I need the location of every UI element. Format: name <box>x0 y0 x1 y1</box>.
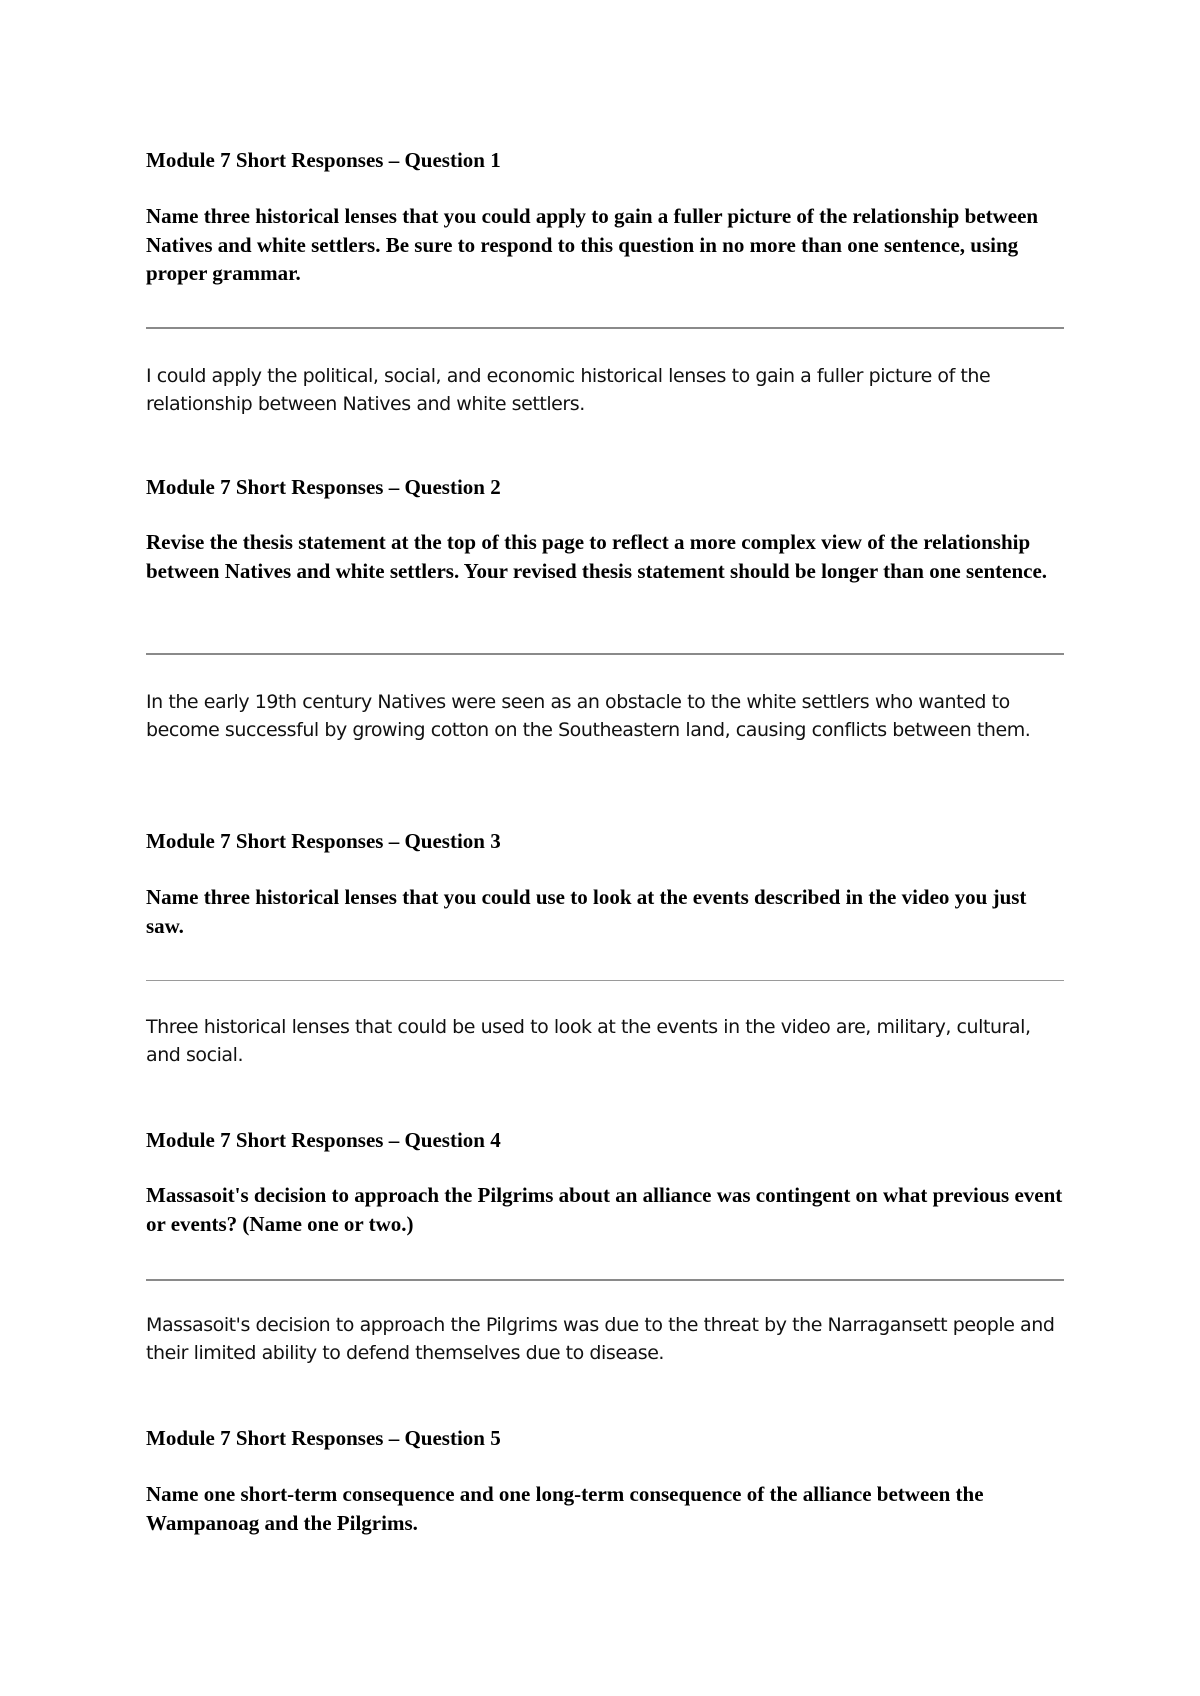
question-4-prompt: Massasoit's decision to approach the Pilgrims about an alliance was contingent on what previous event or events? (Name one or two.) <box>146 1183 1063 1236</box>
question-1-answer: I could apply the political, social, and economic historical lenses to gain a fuller picture of the relationship between Natives and white settlers. <box>146 365 991 415</box>
question-2-heading: Module 7 Short Responses – Question 2 <box>146 475 501 499</box>
question-4-answer: Massasoit's decision to approach the Pilgrims was due to the threat by the Narragansett people and their limited ability to defend themselves due to disease. <box>146 1314 1055 1364</box>
question-2-answer: In the early 19th century Natives were seen as an obstacle to the white settlers who wanted to become successful by growing cotton on the Southeastern land, causing conflicts between them. <box>146 691 1031 741</box>
answer-divider <box>146 653 1064 655</box>
question-1-heading: Module 7 Short Responses – Question 1 <box>146 148 501 172</box>
question-1-prompt: Name three historical lenses that you could apply to gain a fuller picture of the relationship between Natives and white settlers. Be sure to respond to this question in no more than one sentence, using proper grammar. <box>146 204 1039 285</box>
answer-divider <box>146 1279 1064 1281</box>
question-3-answer: Three historical lenses that could be used to look at the events in the video are, military, cultural, and social. <box>146 1016 1031 1066</box>
answer-divider <box>146 980 1064 981</box>
question-2-prompt: Revise the thesis statement at the top of this page to reflect a more complex view of the relationship between Natives and white settlers. Your revised thesis statement should be longer than one sentence. <box>146 530 1048 583</box>
answer-divider <box>146 327 1064 329</box>
question-3-prompt: Name three historical lenses that you could use to look at the events described in the video you just saw. <box>146 885 1027 938</box>
question-5-heading: Module 7 Short Responses – Question 5 <box>146 1426 501 1450</box>
question-3-heading: Module 7 Short Responses – Question 3 <box>146 829 501 853</box>
question-4-heading: Module 7 Short Responses – Question 4 <box>146 1128 501 1152</box>
question-5-prompt: Name one short-term consequence and one long-term consequence of the alliance between the Wampanoag and the Pilgrims. <box>146 1482 984 1535</box>
